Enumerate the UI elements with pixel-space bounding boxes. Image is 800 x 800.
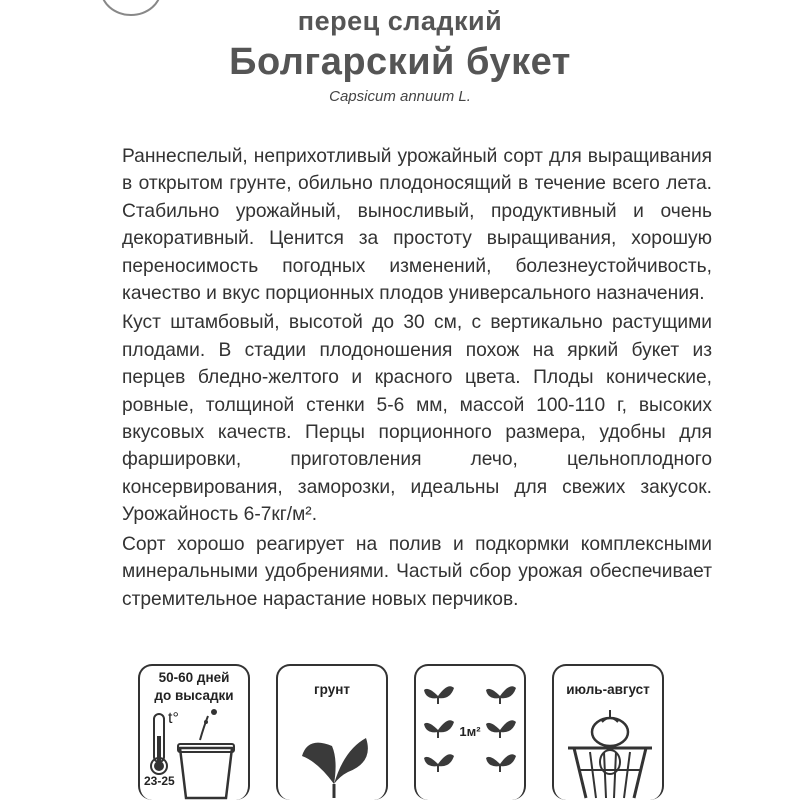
crop-type: перец сладкий (297, 6, 503, 36)
harvest-label: июль-август (566, 682, 650, 697)
soil-card (276, 664, 388, 800)
variety-title: Болгарский букет (229, 41, 571, 83)
spacing-card (414, 664, 526, 800)
description-paragraph: Сорт хорошо реагирует на полив и подкормки комплексными минеральными удобрениями. Частый сбор урожая обеспечивает стремительное нарастание новых перчиков. (122, 533, 712, 610)
harvest-basket-icon (554, 666, 664, 800)
spacing-label: 1м² (459, 724, 481, 739)
seedling-days: 50-60 дней (158, 670, 230, 685)
description (122, 143, 712, 613)
seedling-until: до высадки (154, 688, 234, 703)
seedling-period-card (138, 664, 250, 800)
temperature-range: 23-25 (144, 774, 175, 788)
description-paragraph: Раннеспелый, неприхотливый урожайный сорт для выращивания в открытом грунте, обильно плодоносящий в течение всего лета. Стабильно урожайный, выносливый, продуктивный и очень декоративный. Ценится за простоту выращивания, хорошую переносимость погодных изменений, болезнеустойчивость, качество и вкус порционных плодов универсального назначения. (122, 146, 712, 305)
growing-info-icons (138, 664, 678, 800)
leaf-icon (278, 666, 388, 800)
description-paragraph: Куст штамбовый, высотой до 30 см, с вертикально растущими плодами. В стадии плодоношения похож на яркий букет из перцев бледно-желтого и красного цвета. Плоды конические, ровные, толщиной стенки 5-6 мм, массой 100-110 г, высоких вкусовых качеств. Перцы порционного размера, удобны для фаршировки, приготовления лечо, цельноплодного консервирования, заморозки, идеальны для свежих закусок. Урожайность 6-7кг/м². (122, 312, 712, 526)
temperature-symbol: t° (168, 710, 179, 727)
harvest-card (552, 664, 664, 800)
soil-label: грунт (314, 682, 350, 697)
packet-header (0, 6, 800, 105)
latin-name: Capsicum annuum L. (329, 88, 471, 105)
